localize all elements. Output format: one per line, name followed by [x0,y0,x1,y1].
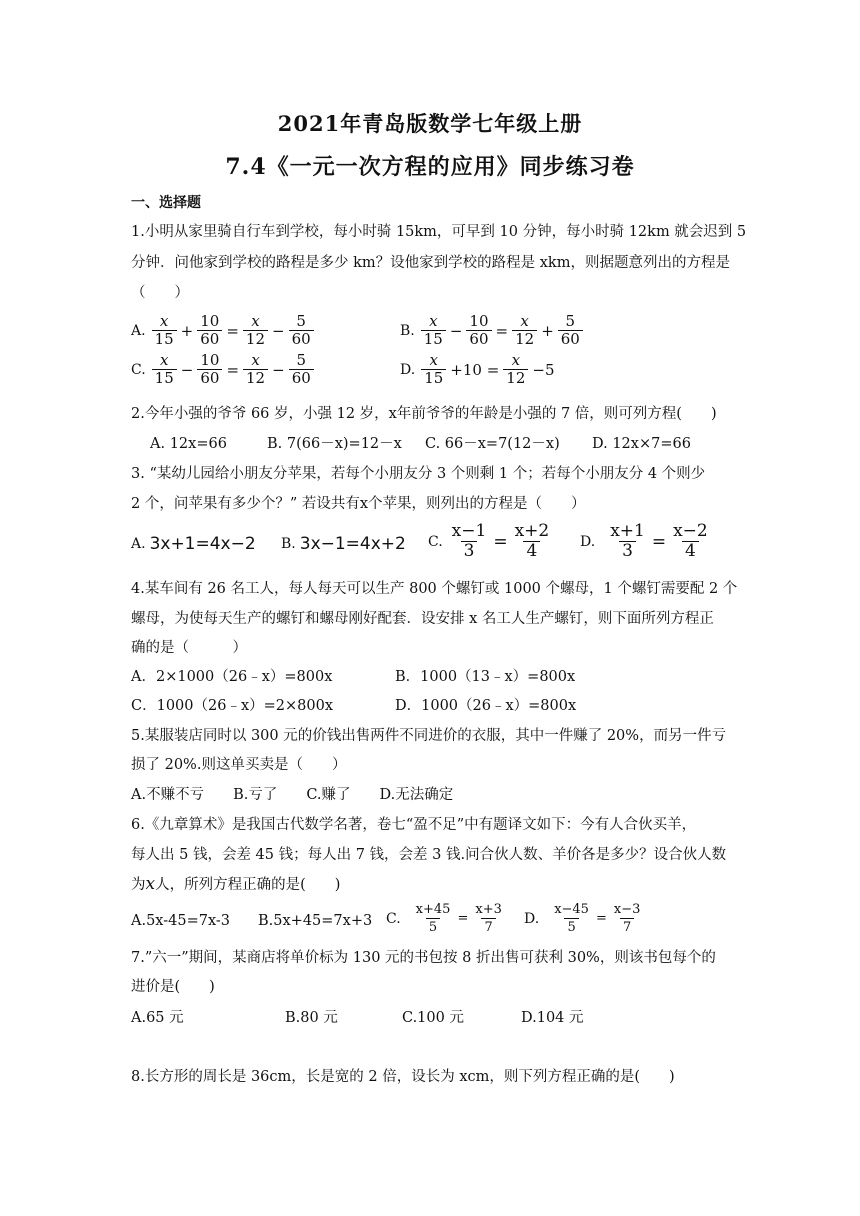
q5-text-line1: 5.某服装店同时以 300 元的价钱出售两件不同进价的衣服，其中一件赚了 20%，而另一件亏 [131,728,727,744]
q1-option-b: B. $\frac{x}{15}$ − $\frac{10}{60}$ = $\frac{x}{12}$ + $\frac{5}{60}$ [400,313,585,348]
q4-option-a: A．2×1000（26﹣x）=800x [131,669,333,685]
q1-option-d: D. $\frac{x}{15}$ +10 = $\frac{x}{12}$ −5 [400,351,555,387]
q6-text-line2: 每人出 5 钱，会差 45 钱；每人出 7 钱，会差 3 钱.问合伙人数、羊价各是多少？设合伙人数 [131,847,727,863]
section-heading: 一、选择题 [131,195,201,211]
q6-option-c: C. $\frac{x+45}{5}$ = $\frac{x+3}{7}$ [386,902,502,935]
q3-option-c: C. $\frac{x-1}{3}$ = $\frac{x+2}{4}$ [428,521,550,561]
q1-option-c: C. $\frac{x}{15}$ − $\frac{10}{60}$ = $\frac{x}{12}$ − $\frac{5}{60}$ [131,352,316,387]
q3-text-line1: 3. “某幼儿园给小朋友分苹果，若每个小朋友分 3 个则剩 1 个；若每个小朋友分 4 个则少 [131,466,706,482]
q4-option-b: B．1000（13﹣x）=800x [395,669,576,685]
q7-text-line2: 进价是( ) [131,979,215,995]
q4-text-line3: 确的是（ ） [131,640,247,656]
q7-option-b: B.80 元 [285,1010,338,1026]
q5-options: A.不赚不亏 B.亏了 C.赚了 D.无法确定 [131,787,454,803]
q7-option-d: D.104 元 [521,1010,584,1026]
q6-option-b: B.5x+45=7x+3 [258,913,373,929]
q1-text-line2: 分钟．问他家到学校的路程是多少 km？设他家到学校的路程是 xkm，则据题意列出的方程是 [131,255,730,271]
q6-text-line3: 为x人，所列方程正确的是( ) [131,874,341,894]
q3-option-b: B. 3x−1=4x+2 [281,534,406,554]
q1-text-line3: （ ） [131,285,189,301]
document-subtitle: 7.4《一元一次方程的应用》同步练习卷 [225,154,635,180]
q2-option-a: A. 12x=66 [150,436,227,452]
q3-option-d: D. $\frac{x+1}{3}$ = $\frac{x-2}{4}$ [580,521,708,561]
q7-option-c: C.100 元 [402,1010,464,1026]
document-title: 2021年青岛版数学七年级上册 [277,111,583,136]
q2-text: 2.今年小强的爷爷 66 岁，小强 12 岁，x年前爷爷的年龄是小强的 7 倍，则可列方程( ) [131,406,717,422]
q7-option-a: A.65 元 [131,1010,184,1026]
q3-text-line2: 2 个，问苹果有多少个？” 若设共有x个苹果，则列出的方程是（ ） [131,496,586,512]
q6-option-d: D. $\frac{x-45}{5}$ = $\frac{x-3}{7}$ [524,902,641,935]
q6-option-a: A.5x-45=7x-3 [131,913,231,929]
q2-option-d: D. 12x×7=66 [592,436,691,452]
q2-option-c: C. 66－x=7(12－x) [425,436,560,452]
q4-text-line1: 4.某车间有 26 名工人，每人每天可以生产 800 个螺钉或 1000 个螺母，1 个螺钉需要配 2 个 [131,581,738,597]
q4-option-d: D．1000（26﹣x）=800x [395,698,577,714]
q4-option-c: C．1000（26﹣x）=2×800x [131,698,334,714]
q8-text: 8.长方形的周长是 36cm，长是宽的 2 倍，设长为 xcm，则下列方程正确的是( ) [131,1069,675,1085]
q2-option-b: B. 7(66－x)=12－x [267,436,402,452]
q3-option-a: A. 3x+1=4x−2 [131,534,256,554]
q4-text-line2: 螺母，为使每天生产的螺钉和螺母刚好配套．设安排 x 名工人生产螺钉，则下面所列方程正 [131,611,714,627]
q6-text-line1: 6.《九章算术》是我国古代数学名著，卷七“盈不足”中有题译文如下：今有人合伙买羊， [131,817,697,833]
q1-text-line1: 1.小明从家里骑自行车到学校，每小时骑 15km，可早到 10 分钟，每小时骑 12km 就会迟到 5 [131,224,747,240]
q1-option-a: A. $\frac{x}{15}$ + $\frac{10}{60}$ = $\frac{x}{12}$ − $\frac{5}{60}$ [131,313,316,348]
q5-text-line2: 损了 20%.则这单买卖是（ ） [131,757,347,773]
q7-text-line1: 7.”六一”期间，某商店将单价标为 130 元的书包按 8 折出售可获利 30%，则该书包每个的 [131,950,716,966]
